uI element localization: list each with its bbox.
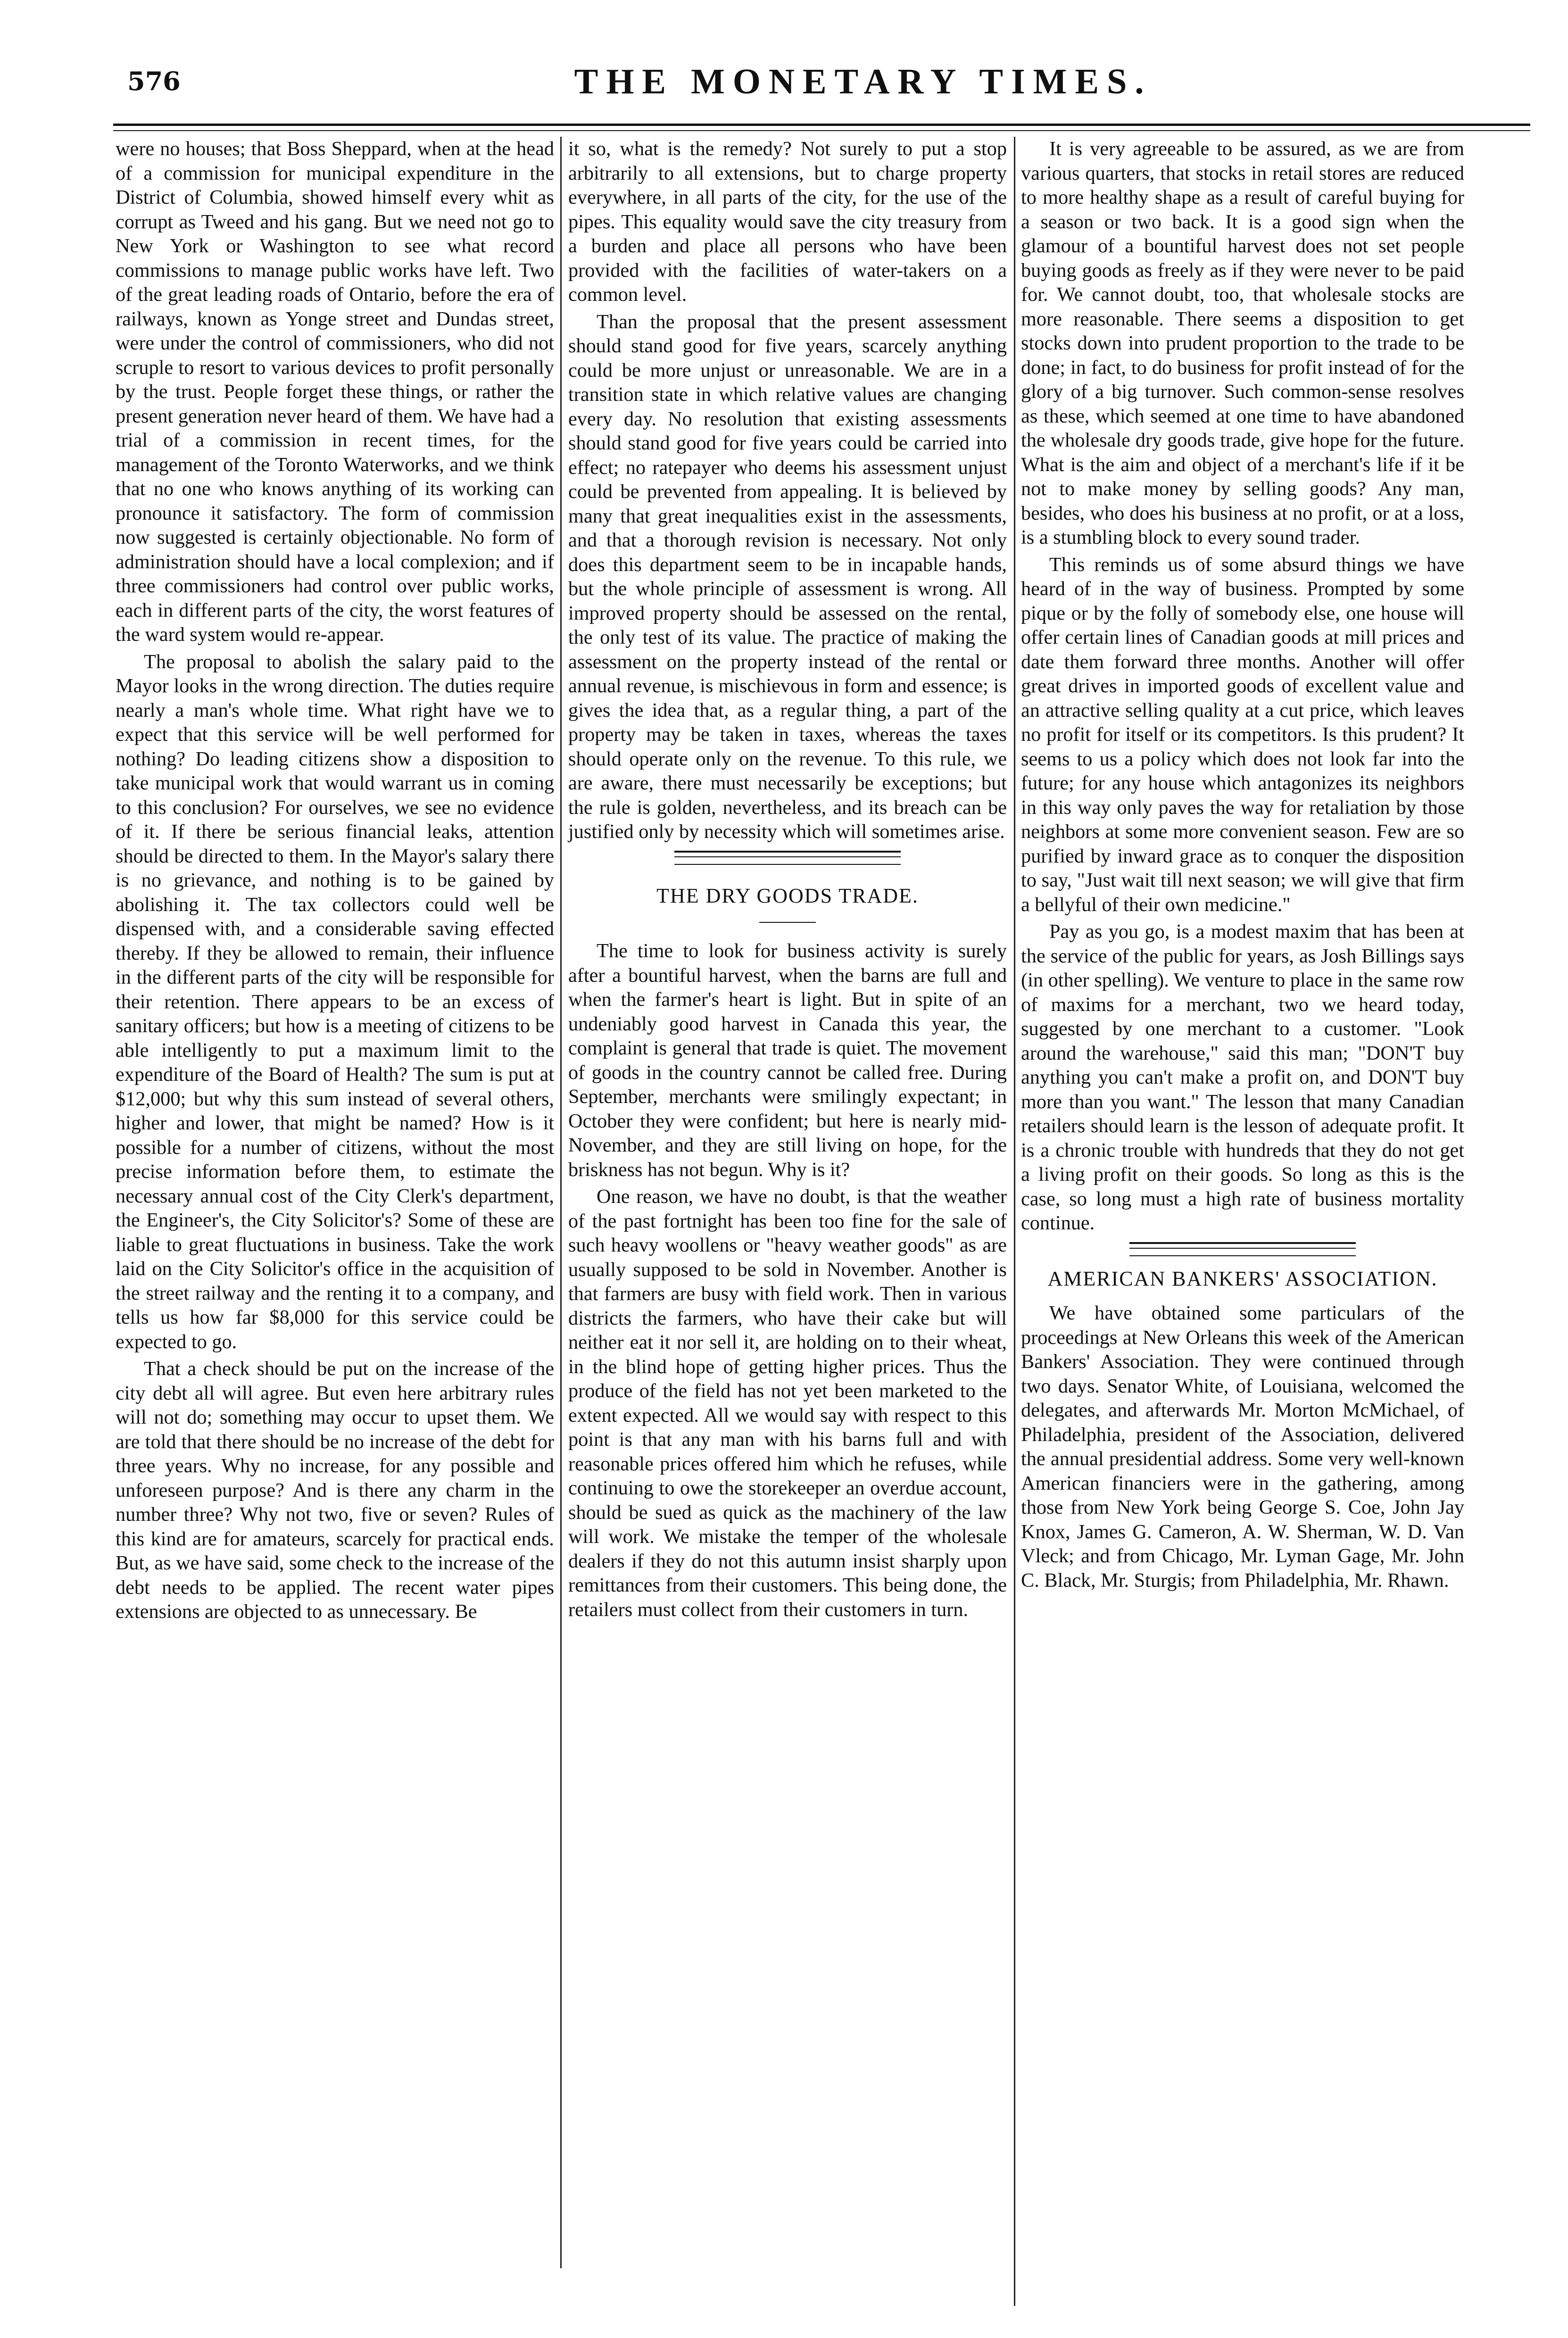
header-rule-thick: [113, 124, 1530, 126]
paragraph: It is very agreeable to be assured, as we are from various quarters, that stocks in retail stores are reduced to more healthy shape as a result of careful buying for a season or two back. It is a good sign when the glamour of a bountiful harvest does not set people buying goods as freely as if they were never to be paid for. We cannot doubt, too, that wholesale stocks are more reasonable. There seems a disposition to get stocks down into prudent proportion to the trade to be done; in fact, to do business for profit instead of for the glory of a big turnover. Such common-sense resolves as these, which seemed at one time to have abandoned the wholesale dry goods trade, give hope for the future. What is the aim and object of a merchant's life if it be not to make money by selling goods? Any man, besides, who does his business at no profit, or at a loss, is a stumbling block to every sound trader.: [1021, 138, 1464, 548]
paragraph: The time to look for business activity is surely after a bountiful harvest, when the barns are full and when the farmer's heart is light. But in spite of an undeniably good harvest in Canada this year, the complaint is general that trade is quiet. The movement of goods in the country cannot be called free. During September, merchants were smilingly expectant; in October they were confident; but here is nearly mid-November, and they are still living on hope, for the briskness has not begun. Why is it?: [568, 940, 1007, 1181]
paragraph: Pay as you go, is a modest maxim that has been at the service of the public for years, as Josh Billings says (in other spelling). We venture to place in the same row of maxims for a merchant, two we heard today, suggested by one merchant to a customer. "Look around the warehouse," said this man; "DON'T buy anything you can't make a profit on, and DON'T buy more than you want." The lesson that many Canadian retailers should learn is the lesson of adequate profit. It is a chronic trouble with hundreds that they do not get a living profit on their goods. So long as this is the case, so long must a high rate of business mortality continue.: [1021, 920, 1464, 1234]
masthead-title: THE MONETARY TIMES.: [574, 62, 1152, 101]
paragraph: That a check should be put on the increase of the city debt all will agree. But even here arbitrary rules will not do; something may occur to upset them. We are told that there should be no increase of the debt for three years. Why no increase, for any possible and unforeseen purpose? And is there any charm in the number three? Why not two, five or seven? Rules of this kind are for amateurs, scarcely for practical ends. But, as we have said, some check to the increase of the debt needs to be applied. The recent water pipes extensions are objected to as unnecessary. Be: [116, 1358, 554, 1623]
paragraph: This reminds us of some absurd things we have heard of in the way of business. Prompted by some pique or by the folly of somebody else, one house will offer certain lines of Canadian goods at mill prices and date them forward three months. Another will offer great drives in imported goods of excellent value and an attractive selling quality at a cut price, which leaves no profit for itself or its competitors. Is this prudent? It seems to us a policy which does not look far into the future; for any house which antagonizes its neighbors in this way only paves the way for retaliation by those neighbors at some more convenient season. Few are so purified by inward grace as to conquer the disposition to say, "Just wait till next season; we will give that firm a bellyful of their own medicine.": [1021, 553, 1464, 916]
section-heading-dry-goods: THE DRY GOODS TRADE.: [656, 884, 919, 907]
paragraph: it so, what is the remedy? Not surely to put a stop arbitrarily to all extensions, but to charge property everywhere, in all parts of the city, for the use of the pipes. This equality would save the city treasury from a burden and place all persons who have been provided with the facilities of water-takers on a common level.: [568, 138, 1007, 306]
section-ornament-rule: [1129, 1242, 1356, 1256]
paragraph: were no houses; that Boss Sheppard, when at the head of a commission for municipal expenditure in the District of Columbia, showed himself every whit as corrupt as Tweed and his gang. But we need not go to New York or Washington to see what record commissions to manage public works have left. Two of the great leading roads of Ontario, before the era of railways, known as Yonge street and Dundas street, were under the control of commissioners, who did not scruple to resort to various devices to profit personally by the trust. People forget these things, or rather the present generation never heard of them. We have had a trial of a commission in recent times, for the management of the Toronto Waterworks, and we think that no one who knows anything of its working can pronounce it satisfactory. The form of commission now suggested is certainly objectionable. No form of administration should have a local complexion; and if three commissioners had control over public works, each in different parts of the city, the worst features of the ward system would re-appear.: [116, 138, 554, 646]
page-number: 576: [127, 66, 181, 96]
column-divider-1: [560, 137, 562, 2268]
paragraph: We have obtained some particulars of the proceedings at New Orleans this week of the American Bankers' Association. They were continued through two days. Senator White, of Louisiana, welcomed the delegates, and afterwards Mr. Morton McMichael, of Philadelphia, president of the Association, delivered the annual presidential address. Some very well-known American financiers were in the gathering, among those from New York being George S. Coe, John Jay Knox, James G. Cameron, A. W. Sherman, W. D. Van Vleck; and from Chicago, Mr. Lyman Gage, Mr. John C. Black, Mr. Sturgis; from Philadelphia, Mr. Rhawn.: [1021, 1302, 1464, 1592]
column-2: [568, 137, 1007, 1622]
paragraph: Than the proposal that the present assessment should stand good for five years, scarcely anything could be more unjust or unreasonable. We are in a transition state in which relative values are changing every day. No resolution that existing assessments should stand good for five years could be carried into effect; no ratepayer who deems his assessment unjust could be prevented from appealing. It is believed by many that great inequalities exist in the assessments, and that a thorough revision is necessary. Not only does this department seem to be in incapable hands, but the whole principle of assessment is wrong. All improved property should be assessed on the rental, the only test of its value. The practice of making the assessment on the property instead of the rental or annual revenue, is mischievous in form and essence; is gives the idea that, as a regular thing, a part of the property may be taken in taxes, whereas the taxes should operate only on the revenue. To this rule, we are aware, there must necessarily be exceptions; but the rule is golden, nevertheless, and its breach can be justified only by necessity which will sometimes arise.: [568, 310, 1007, 843]
paragraph: One reason, we have no doubt, is that the weather of the past fortnight has been too fine for the sale of such heavy woollens or "heavy weather goods" as are usually supposed to be sold in November. Another is that farmers are busy with field work. Then in various districts the farmers, who have their cake but will neither eat it nor sell it, are holding on to their wheat, in the blind hope of getting higher prices. Thus the produce of the field has not yet been marketed to the extent expected. All we would say with respect to this point is that any man with his barns full and with reasonable prices offered him which he refuses, while continuing to owe the storekeeper an overdue account, should be sued as quick as the machinery of the law will work. We mistake the temper of the wholesale dealers if they do not this autumn insist sharply upon remittances from their customers. This being done, the retailers must collect from their customers in turn.: [568, 1186, 1007, 1621]
column-divider-2: [1014, 137, 1015, 2306]
column-3: [1021, 137, 1464, 1592]
paragraph: The proposal to abolish the salary paid to the Mayor looks in the wrong direction. The duties require nearly a man's whole time. What right have we to expect that this service will be well performed for nothing? Do leading citizens show a disposition to take municipal work that would warrant us in coming to this conclusion? For ourselves, we see no evidence of it. If there be serious financial leaks, attention should be directed to them. In the Mayor's salary there is no grievance, and nothing is to be gained by abolishing it. The tax collectors could well be dispensed with, and a considerable saving effected thereby. If they be allowed to remain, their influence in the different parts of the city will be responsible for their retention. There appears to be an excess of sanitary officers; but how is a meeting of citizens to be able intelligently to put a maximum limit to the expenditure of the Board of Health? The sum is put at $12,000; but why this sum instead of several others, higher and lower, that might be named? How is it possible for a number of citizens, without the most precise information before them, to estimate the necessary annual cost of the City Clerk's department, the Engineer's, the City Solicitor's? Some of these are liable to great fluctuations in business. Take the work laid on the City Solicitor's office in the acquisition of the street railway and the renting it to a company, and tells us how far $8,000 for this service could be expected to go.: [116, 650, 554, 1353]
column-1: [116, 137, 554, 1624]
heading-underline: [759, 922, 816, 923]
header-rule-thin: [113, 130, 1530, 131]
section-heading-american-bankers: AMERICAN BANKERS' ASSOCIATION.: [1047, 1267, 1438, 1290]
section-ornament-rule: [674, 851, 901, 865]
